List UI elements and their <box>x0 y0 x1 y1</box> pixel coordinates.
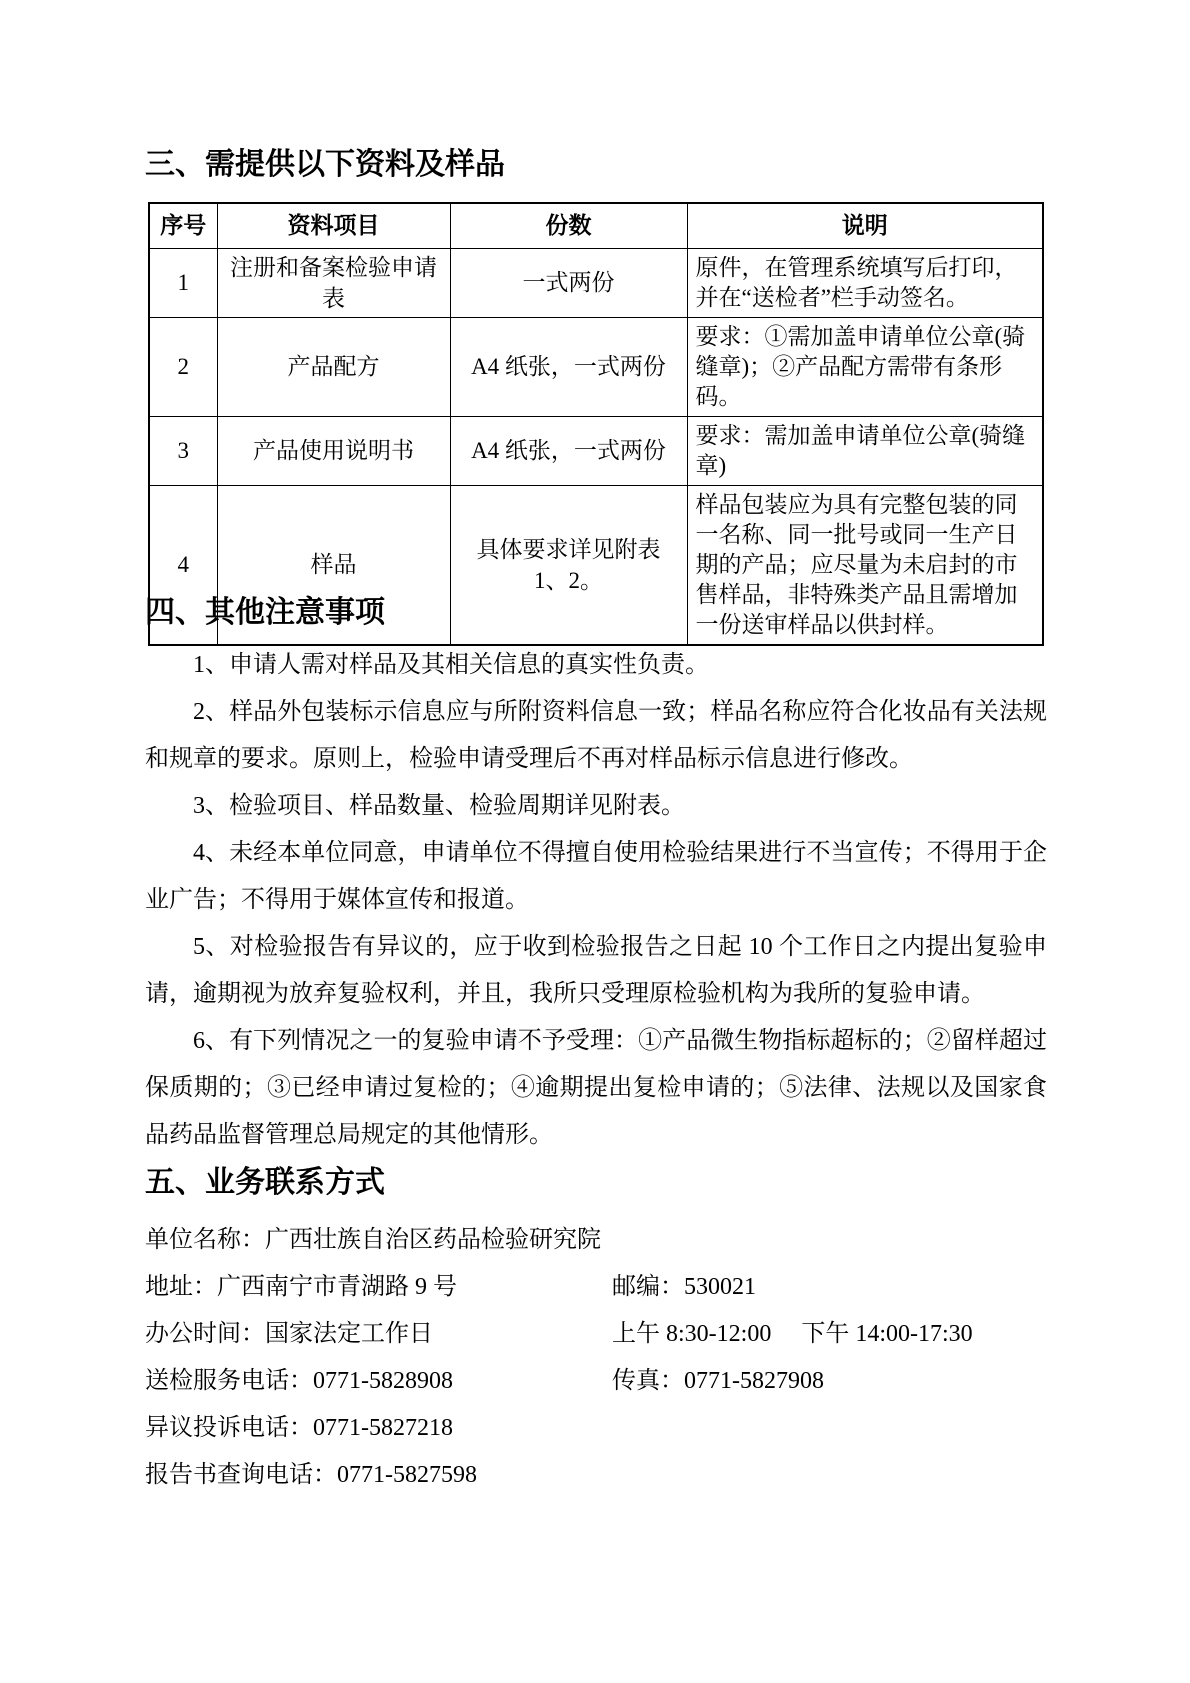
col-header-copies: 份数 <box>450 203 687 248</box>
note-item-3: 3、检验项目、样品数量、检验周期详见附表。 <box>193 793 685 819</box>
section-three-heading: 三、需提供以下资料及样品 <box>145 148 505 181</box>
contact-row-service-phone <box>145 1358 1047 1405</box>
contact-report-query-phone: 报告书查询电话：0771-5827598 <box>145 1462 477 1488</box>
col-header-desc: 说明 <box>687 203 1043 248</box>
materials-table <box>148 202 1044 646</box>
cell-desc: 原件，在管理系统填写后打印，并在“送检者”栏手动签名。 <box>687 248 1043 317</box>
contact-row-address <box>145 1264 1047 1311</box>
cell-no: 3 <box>149 416 217 485</box>
note-item-2: 2、样品外包装标示信息应与所附资料信息一致；样品名称应符合化妆品有关法规和规章的要求。原则上，检验申请受理后不再对样品标示信息进行修改。 <box>145 699 1047 772</box>
contact-row-unit-name <box>145 1217 1047 1264</box>
notes-list <box>145 642 1047 1159</box>
contact-complaint-phone: 异议投诉电话：0771-5827218 <box>145 1415 453 1441</box>
table-row <box>149 248 1043 317</box>
contact-fax: 传真：0771-5827908 <box>612 1368 824 1394</box>
cell-item: 注册和备案检验申请表 <box>217 248 450 317</box>
contact-service-phone: 送检服务电话：0771-5828908 <box>145 1368 453 1394</box>
cell-copies: 一式两份 <box>450 248 687 317</box>
note-item-1: 1、申请人需对样品及其相关信息的真实性负责。 <box>193 652 709 678</box>
cell-desc: 要求：①需加盖申请单位公章(骑缝章)；②产品配方需带有条形码。 <box>687 317 1043 416</box>
contact-office-days: 办公时间：国家法定工作日 <box>145 1321 433 1347</box>
cell-no: 1 <box>149 248 217 317</box>
col-header-no: 序号 <box>149 203 217 248</box>
cell-no: 2 <box>149 317 217 416</box>
contact-row-office-hours <box>145 1311 1047 1358</box>
contact-row-report-query-phone <box>145 1452 1047 1499</box>
cell-copies: 具体要求详见附表 1、2。 <box>450 485 687 645</box>
col-header-item: 资料项目 <box>217 203 450 248</box>
section-five-heading: 五、业务联系方式 <box>145 1166 385 1199</box>
cell-copies: A4 纸张，一式两份 <box>450 317 687 416</box>
contact-info <box>145 1217 1047 1499</box>
cell-item: 产品配方 <box>217 317 450 416</box>
cell-copies: A4 纸张，一式两份 <box>450 416 687 485</box>
note-item-4: 4、未经本单位同意，申请单位不得擅自使用检验结果进行不当宣传；不得用于企业广告；不得用于媒体宣传和报道。 <box>145 840 1047 913</box>
cell-no: 4 <box>149 485 217 645</box>
note-item-5: 5、对检验报告有异议的，应于收到检验报告之日起 10 个工作日之内提出复验申请，逾期视为放弃复验权利，并且，我所只受理原检验机构为我所的复验申请。 <box>145 934 1047 1007</box>
table-row <box>149 416 1043 485</box>
table-header-row <box>149 203 1043 248</box>
cell-desc: 样品包装应为具有完整包装的同一名称、同一批号或同一生产日期的产品；应尽量为未启封的市售样品，非特殊类产品且需增加一份送审样品以供封样。 <box>687 485 1043 645</box>
contact-office-hours: 上午 8:30-12:00 下午 14:00-17:30 <box>612 1321 973 1347</box>
note-item-6: 6、有下列情况之一的复验申请不予受理：①产品微生物指标超标的；②留样超过保质期的；③已经申请过复检的；④逾期提出复检申请的；⑤法律、法规以及国家食品药品监督管理总局规定的其他情形。 <box>145 1028 1047 1148</box>
contact-address: 地址：广西南宁市青湖路 9 号 <box>145 1274 457 1300</box>
cell-item: 产品使用说明书 <box>217 416 450 485</box>
contact-postcode: 邮编：530021 <box>612 1274 756 1300</box>
contact-row-complaint-phone <box>145 1405 1047 1452</box>
cell-item: 样品 <box>217 485 450 645</box>
contact-unit-name: 单位名称：广西壮族自治区药品检验研究院 <box>145 1227 601 1253</box>
cell-desc: 要求：需加盖申请单位公章(骑缝章) <box>687 416 1043 485</box>
section-four-heading: 四、其他注意事项 <box>145 596 385 629</box>
table-row <box>149 317 1043 416</box>
